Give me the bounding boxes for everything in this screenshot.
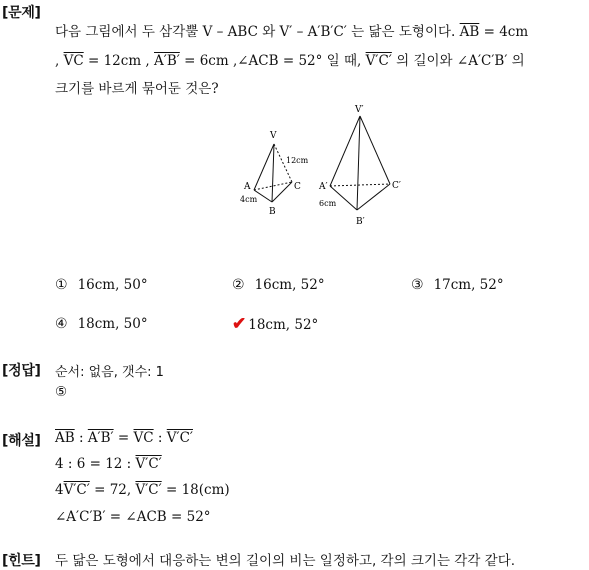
problem-text: 다음 그림에서 두 삼각뿔 V – ABC 와 V′ – A′B′C′ 는 닮은 도형이다. — [55, 24, 460, 40]
problem-line-3: 크기를 바르게 묶어둔 것은? — [55, 81, 219, 97]
label-b: B — [269, 207, 276, 217]
segment-a-prime-b-prime: A′B′ — [154, 53, 180, 69]
segment-ab: $\overline{AB}$ — [55, 430, 75, 446]
label-a-prime: A′ — [319, 182, 328, 192]
label-b-prime: B′ — [356, 217, 365, 227]
choice-text: 18cm, 50° — [77, 316, 148, 332]
equation-text: 4 : 6 = 12 : — [55, 456, 136, 472]
explanation-line-1 — [55, 430, 193, 446]
hint-label: [힌트] — [2, 553, 41, 569]
segment-v-prime-c-prime: V′C′ — [135, 456, 162, 472]
choice-5[interactable] — [232, 314, 318, 334]
label-c-prime: C′ — [392, 181, 401, 191]
edge-ab-label: 4cm — [240, 195, 258, 204]
choice-1[interactable] — [55, 277, 148, 293]
choice-number: ④ — [55, 316, 68, 332]
segment-v-prime-c-prime: V′C′ — [166, 430, 193, 446]
segment-ab: $\overline{AB}$ — [459, 24, 480, 40]
choice-2[interactable] — [232, 277, 325, 293]
answer-value: ⑤ — [55, 384, 68, 400]
operator: : — [74, 430, 88, 446]
small-pyramid — [254, 144, 292, 202]
check-icon: ✔ — [232, 314, 247, 334]
edge-a-prime-b-prime-label: 6cm — [319, 199, 337, 208]
explanation-line-3 — [55, 482, 230, 498]
answer-meta: 순서: 없음, 갯수: 1 — [55, 365, 164, 380]
large-pyramid — [330, 116, 390, 210]
segment-v-prime-c-prime: V′C′ — [135, 482, 162, 498]
problem-text: = 4cm — [479, 24, 529, 40]
label-a: A — [244, 182, 251, 192]
explanation-label: [해설] — [2, 433, 41, 449]
pyramid-figure — [230, 102, 420, 232]
problem-text: = 12cm , — [83, 53, 154, 69]
choice-number: ① — [55, 277, 68, 293]
problem-line-1 — [55, 20, 528, 40]
equation-text: = 72, — [89, 482, 136, 498]
label-v: V — [270, 131, 277, 141]
equation-text: = 18(cm) — [161, 482, 230, 498]
edge-vc-label: 12cm — [286, 156, 309, 165]
hint-text: 두 닮은 도형에서 대응하는 변의 길이의 비는 일정하고, 각의 크기는 각각 같다. — [55, 553, 516, 569]
segment-vc: $\overline{VC}$ — [133, 430, 154, 446]
operator: : — [153, 430, 167, 446]
segment-v-prime-c-prime: V′C′ — [63, 482, 90, 498]
problem-text: , — [55, 53, 64, 69]
choice-text: 17cm, 52° — [433, 277, 504, 293]
label-c: C — [294, 182, 301, 192]
equation-text: 4 — [55, 482, 64, 498]
answer-label: [정답] — [2, 363, 41, 379]
choice-4[interactable] — [55, 316, 148, 332]
segment-a-prime-b-prime: A′B′ — [87, 430, 114, 446]
choice-number: ② — [232, 277, 245, 293]
operator: = — [113, 430, 134, 446]
segment-vc: $\overline{VC}$ — [63, 53, 84, 69]
problem-label: [문제] — [2, 5, 41, 21]
problem-text: = 6cm ,∠ACB = 52° 일 때, — [179, 53, 366, 69]
segment-v-prime-c-prime: V′C′ — [365, 53, 392, 69]
problem-line-2 — [55, 49, 525, 69]
choice-text: 16cm, 52° — [254, 277, 325, 293]
choice-3[interactable] — [411, 277, 504, 293]
explanation-line-4: ∠A′C′B′ = ∠ACB = 52° — [55, 509, 211, 525]
choice-text: 18cm, 52° — [248, 317, 319, 333]
explanation-line-2 — [55, 456, 162, 472]
choice-text: 16cm, 50° — [77, 277, 148, 293]
choice-number: ③ — [411, 277, 424, 293]
problem-text: 의 길이와 ∠A′C′B′ 의 — [391, 53, 525, 69]
label-v-prime: V′ — [355, 105, 364, 115]
